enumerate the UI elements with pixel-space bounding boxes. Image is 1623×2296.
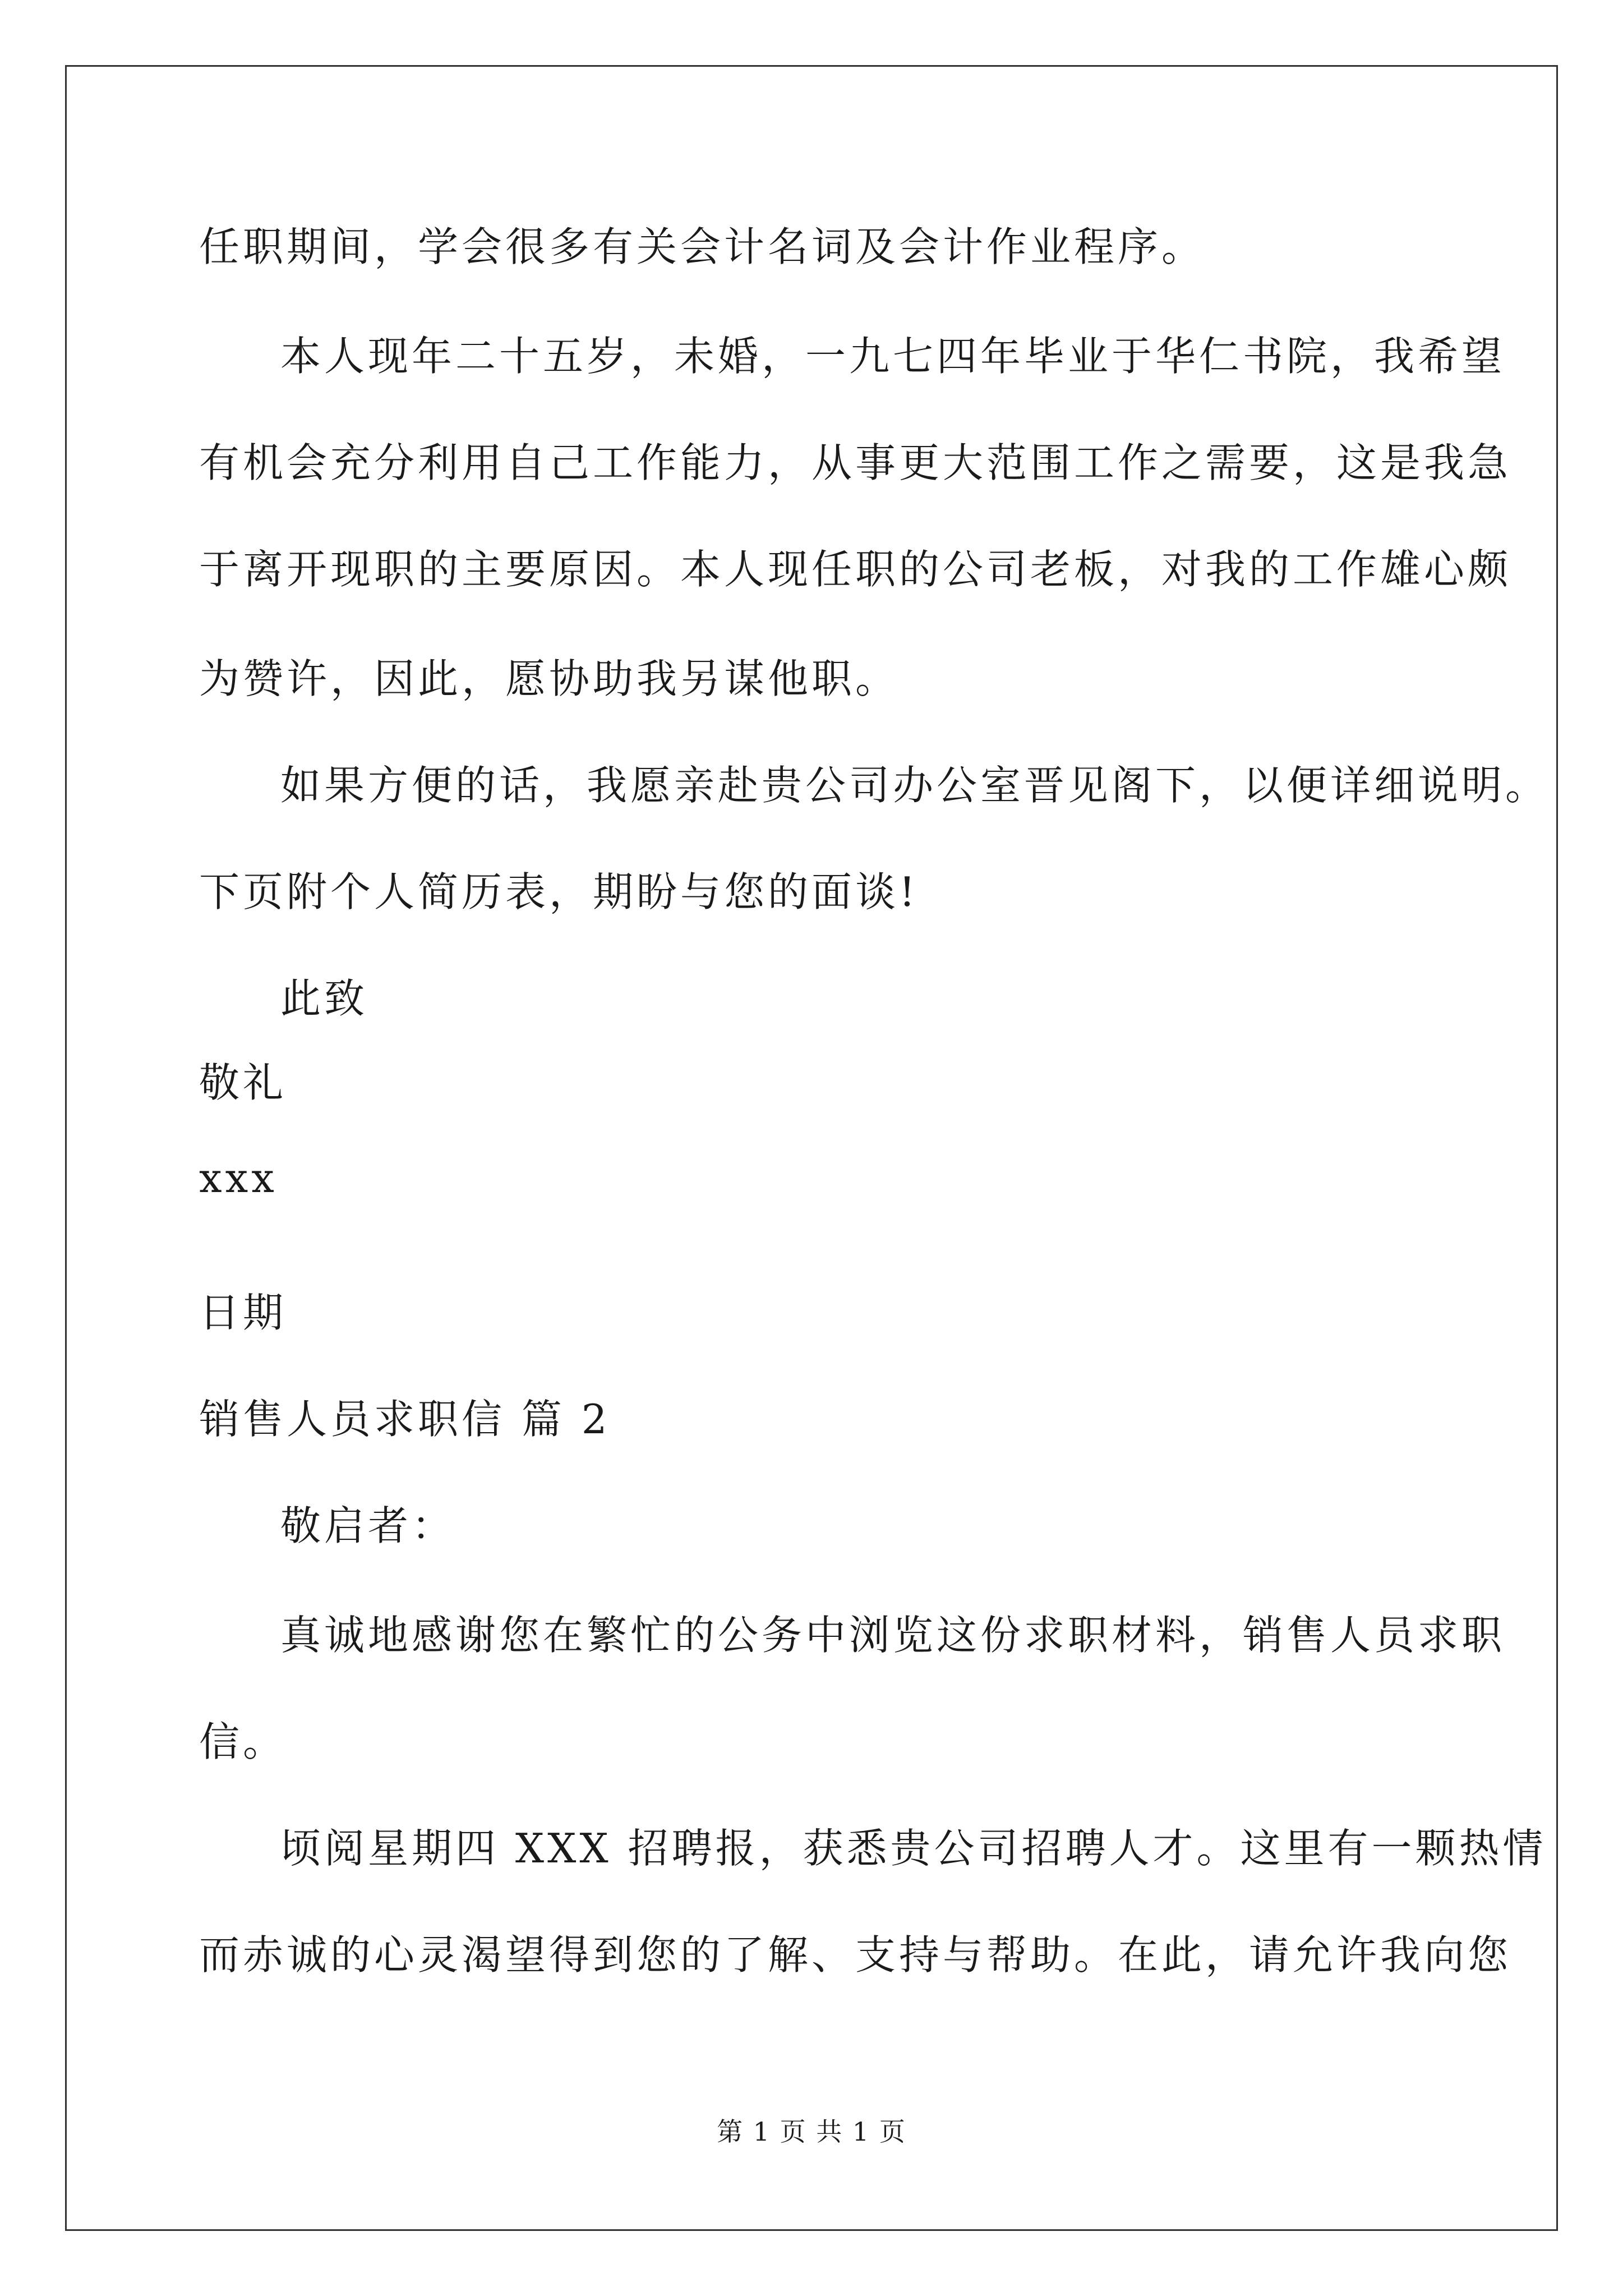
- salutation-regards: 敬礼: [199, 1059, 287, 1106]
- text-line: 真诚地感谢您在繁忙的公务中浏览这份求职材料，销售人员求职: [280, 1612, 1506, 1659]
- text-line: 如果方便的话，我愿亲赴贵公司办公室晋见阁下，以便详细说明。: [280, 762, 1550, 809]
- text-line: 为赞许，因此，愿协助我另谋他职。: [199, 655, 900, 702]
- text-line: 而赤诚的心灵渴望得到您的了解、支持与帮助。在此，请允许我向您: [199, 1931, 1512, 1978]
- signature-name: xxx: [199, 1154, 278, 1202]
- text-line: 下页附个人简历表，期盼与您的面谈!: [199, 868, 919, 915]
- text-line: 有机会充分利用自己工作能力，从事更大范围工作之需要，这是我急: [199, 439, 1512, 486]
- salutation-closing: 此致: [280, 975, 368, 1022]
- letter-greeting: 敬启者：: [280, 1502, 456, 1549]
- section-heading: 销售人员求职信 篇 2: [199, 1396, 611, 1443]
- signature-date: 日期: [199, 1289, 287, 1336]
- text-line: 任职期间，学会很多有关会计名词及会计作业程序。: [199, 223, 1206, 270]
- text-line: 于离开现职的主要原因。本人现任职的公司老板，对我的工作雄心颇: [199, 546, 1512, 593]
- text-line: 信。: [199, 1718, 287, 1765]
- page-border: [65, 65, 1558, 2231]
- page-number-footer: 第 1 页 共 1 页: [717, 2116, 906, 2147]
- text-line: 本人现年二十五岁，未婚，一九七四年毕业于华仁书院，我希望: [280, 333, 1506, 380]
- text-line: 顷阅星期四 XXX 招聘报，获悉贵公司招聘人才。这里有一颗热情: [280, 1825, 1547, 1872]
